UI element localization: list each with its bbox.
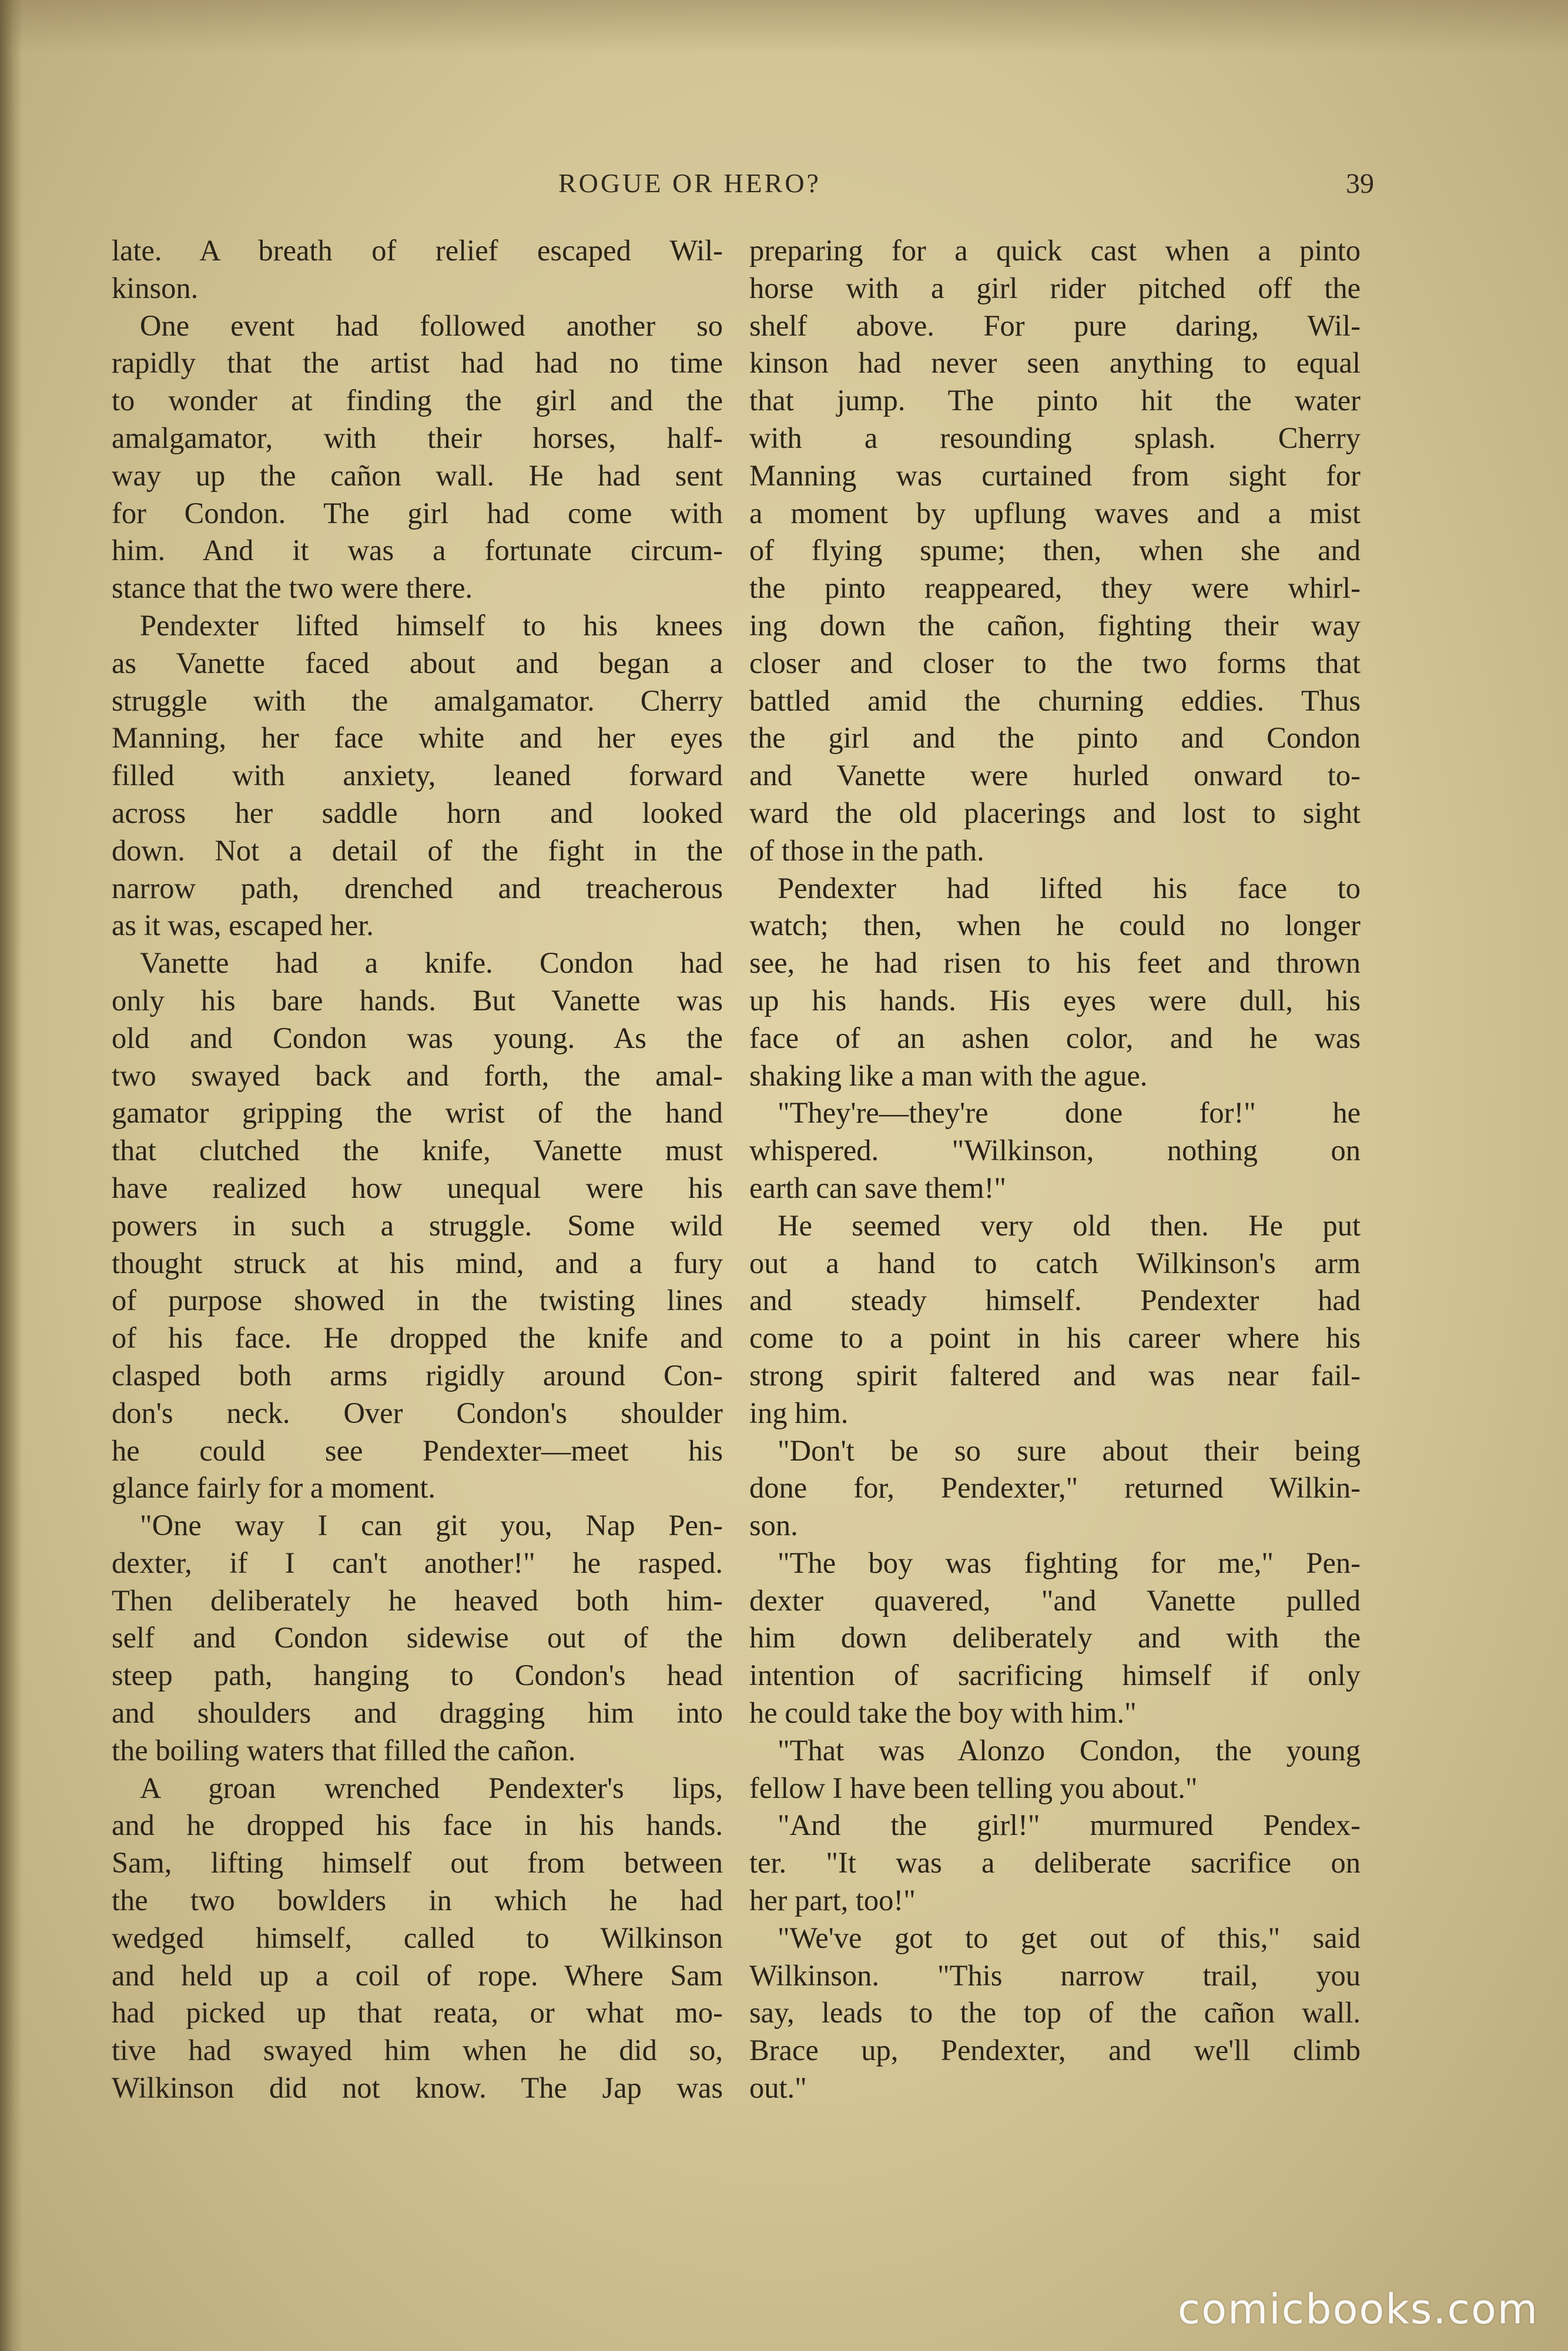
text-line: stance that the two were there.	[112, 571, 473, 605]
text-line: that jump. The pinto hit the water	[749, 384, 1361, 417]
text-line: struggle with the amalgamator. Cherry	[112, 684, 723, 717]
text-line: gamator gripping the wrist of the hand	[112, 1096, 723, 1130]
text-line: rapidly that the artist had had no time	[112, 346, 723, 380]
text-line: of purpose showed in the twisting lines	[112, 1284, 723, 1317]
text-line: "The boy was fighting for me," Pen-	[778, 1546, 1361, 1579]
text-line: a moment by upflung waves and a mist	[749, 496, 1361, 530]
text-line: "Don't be so sure about their being	[778, 1434, 1361, 1467]
text-line: see, he had risen to his feet and thrown	[749, 946, 1361, 980]
text-line: for Condon. The girl had come with	[112, 496, 723, 530]
text-line: to wonder at finding the girl and the	[112, 384, 723, 417]
text-line: the pinto reappeared, they were whirl-	[749, 571, 1361, 605]
text-line: and held up a coil of rope. Where Sam	[112, 1958, 723, 1992]
text-line: glance fairly for a moment.	[112, 1471, 436, 1505]
text-line: the two bowlders in which he had	[112, 1884, 723, 1917]
text-line: Wilkinson. "This narrow trail, you	[749, 1958, 1361, 1992]
text-line: clasped both arms rigidly around Con-	[112, 1358, 723, 1392]
text-line: face of an ashen color, and he was	[749, 1021, 1361, 1054]
text-line: "One way I can git you, Nap Pen-	[140, 1509, 723, 1542]
text-line: self and Condon sidewise out of the	[112, 1621, 723, 1655]
text-line: of those in the path.	[749, 833, 984, 867]
text-line: A groan wrenched Pendexter's lips,	[140, 1771, 723, 1804]
text-line: had picked up that reata, or what mo-	[112, 1996, 723, 2030]
text-line: old and Condon was young. As the	[112, 1021, 723, 1054]
text-line: He seemed very old then. He put	[778, 1208, 1361, 1242]
text-line: amalgamator, with their horses, half-	[112, 421, 723, 454]
text-line: watch; then, when he could no longer	[749, 909, 1361, 942]
text-line: Sam, lifting himself out from between	[112, 1846, 723, 1880]
text-line: Vanette had a knife. Condon had	[140, 946, 723, 980]
text-line: out."	[749, 2071, 807, 2105]
text-line: way up the cañon wall. He had sent	[112, 458, 723, 492]
text-line: son.	[749, 1509, 798, 1542]
running-title: ROGUE OR HERO?	[558, 168, 821, 198]
text-line: of flying spume; then, when she and	[749, 534, 1361, 567]
text-line: him down deliberately and with the	[749, 1621, 1361, 1655]
text-line: thought struck at his mind, and a fury	[112, 1246, 723, 1280]
text-line: don's neck. Over Condon's shoulder	[112, 1396, 723, 1429]
text-line: have realized how unequal were his	[112, 1171, 723, 1204]
text-line: preparing for a quick cast when a pinto	[749, 234, 1361, 267]
text-line: kinson.	[112, 271, 199, 304]
text-line: Brace up, Pendexter, and we'll climb	[749, 2034, 1361, 2067]
text-line: kinson had never seen anything to equal	[749, 346, 1361, 380]
text-line: her part, too!"	[749, 1884, 916, 1917]
text-line: he could see Pendexter—meet his	[112, 1434, 723, 1467]
page-header	[0, 168, 1568, 209]
text-line: whispered. "Wilkinson, nothing on	[749, 1134, 1361, 1167]
text-line: him. And it was a fortunate circum-	[112, 534, 723, 567]
text-line: steep path, hanging to Condon's head	[112, 1659, 723, 1692]
text-line: and shoulders and dragging him into	[112, 1696, 723, 1730]
text-line: Then deliberately he heaved both him-	[112, 1583, 723, 1617]
book-spine-shadow	[0, 0, 22, 2351]
text-line: Wilkinson did not know. The Jap was	[112, 2071, 723, 2105]
page-number: 39	[1346, 168, 1374, 199]
text-line: ing him.	[749, 1396, 849, 1429]
text-line: Pendexter had lifted his face to	[778, 871, 1361, 905]
text-line: "We've got to get out of this," said	[778, 1921, 1361, 1954]
page-top-shade	[0, 0, 1568, 53]
text-line: out a hand to catch Wilkinson's arm	[749, 1246, 1361, 1280]
text-line: of his face. He dropped the knife and	[112, 1321, 723, 1355]
text-line: tive had swayed him when he did so,	[112, 2034, 723, 2067]
text-line: battled amid the churning eddies. Thus	[749, 684, 1361, 717]
text-line: "They're—they're done for!" he	[778, 1096, 1361, 1130]
text-line: narrow path, drenched and treacherous	[112, 871, 723, 905]
text-line: strong spirit faltered and was near fail-	[749, 1358, 1361, 1392]
text-line: intention of sacrificing himself if only	[749, 1659, 1361, 1692]
text-line: as Vanette faced about and began a	[112, 646, 723, 679]
text-line: ter. "It was a deliberate sacrifice on	[749, 1846, 1361, 1880]
text-line: filled with anxiety, leaned forward	[112, 759, 723, 792]
text-line: say, leads to the top of the cañon wall.	[749, 1996, 1361, 2030]
text-line: dexter, if I can't another!" he rasped.	[112, 1546, 723, 1579]
text-line: closer and closer to the two forms that	[749, 646, 1361, 679]
text-line: across her saddle horn and looked	[112, 796, 723, 829]
text-line: the girl and the pinto and Condon	[749, 721, 1361, 755]
text-line: and he dropped his face in his hands.	[112, 1809, 723, 1842]
text-line: shaking like a man with the ague.	[749, 1059, 1148, 1092]
text-line: only his bare hands. But Vanette was	[112, 983, 723, 1017]
text-line: two swayed back and forth, the amal-	[112, 1059, 723, 1092]
text-line: dexter quavered, "and Vanette pulled	[749, 1583, 1361, 1617]
text-line: come to a point in his career where his	[749, 1321, 1361, 1355]
text-line: and Vanette were hurled onward to-	[749, 759, 1361, 792]
text-column-left	[112, 232, 723, 2107]
text-line: up his hands. His eyes were dull, his	[749, 983, 1361, 1017]
text-line: with a resounding splash. Cherry	[749, 421, 1361, 454]
text-line: he could take the boy with him."	[749, 1696, 1137, 1730]
text-line: Manning, her face white and her eyes	[112, 721, 723, 755]
text-line: ing down the cañon, fighting their way	[749, 608, 1361, 642]
text-line: shelf above. For pure daring, Wil-	[749, 309, 1361, 342]
text-line: powers in such a struggle. Some wild	[112, 1208, 723, 1242]
text-line: that clutched the knife, Vanette must	[112, 1134, 723, 1167]
text-line: Manning was curtained from sight for	[749, 458, 1361, 492]
text-line: late. A breath of relief escaped Wil-	[112, 234, 723, 267]
text-line: earth can save them!"	[749, 1171, 1007, 1204]
text-line: fellow I have been telling you about."	[749, 1771, 1198, 1804]
text-column-right	[749, 232, 1361, 2107]
watermark: comicbooks.com	[1177, 2285, 1539, 2333]
text-line: "That was Alonzo Condon, the young	[778, 1733, 1361, 1767]
text-line: down. Not a detail of the fight in the	[112, 833, 723, 867]
text-line: One event had followed another so	[140, 309, 723, 342]
text-line: done for, Pendexter," returned Wilkin-	[749, 1471, 1361, 1505]
text-line: as it was, escaped her.	[112, 909, 374, 942]
text-line: and steady himself. Pendexter had	[749, 1284, 1361, 1317]
text-line: wedged himself, called to Wilkinson	[112, 1921, 723, 1954]
text-line: horse with a girl rider pitched off the	[749, 271, 1361, 304]
text-line: Pendexter lifted himself to his knees	[140, 608, 723, 642]
text-line: "And the girl!" murmured Pendex-	[778, 1809, 1361, 1842]
text-line: the boiling waters that filled the cañon.	[112, 1733, 576, 1767]
text-line: ward the old placerings and lost to sight	[749, 796, 1361, 829]
